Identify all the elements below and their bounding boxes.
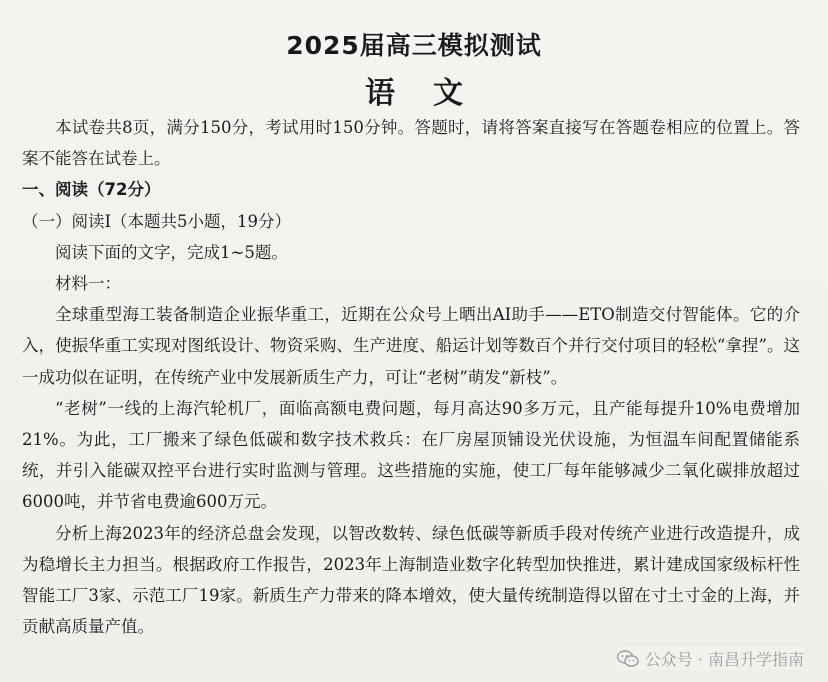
section-heading: 一、阅读（72分） [22, 180, 161, 200]
subject-title: 语文 [365, 76, 501, 111]
watermark [617, 647, 804, 670]
paragraph-1: 全球重型海工装备制造企业振华重工，近期在公众号上晒出AI助手——ETO制造交付智能体。它的介入，使振华重工实现对图纸设计、物资采购、生产进度、船运计划等数百个并行交付项目的轻松“拿捏”。这一成功似在证明，在传统产业中发展新质生产力，可让“老树”萌发“新枝”。 [22, 305, 800, 387]
section-subheading: （一）阅读Ⅰ（本题共5小题，19分） [22, 211, 292, 231]
paragraph-3: 分析上海2023年的经济总盘会发现，以智改数转、绿色低碳等新质手段对传统产业进行改造提升，成为稳增长主力担当。根据政府工作报告，2023年上海制造业数字化转型加快推进，累计建成国家级标杆性智能工厂3家、示范工厂19家。新质生产力带来的降本增效，使大量传统制造得以留在寸土寸金的上海，并贡献高质量产值。 [22, 523, 800, 637]
material-label: 材料一： [55, 274, 121, 294]
exam-title: 2025届高三模拟测试 [286, 31, 542, 60]
paragraph-2: “老树”一线的上海汽轮机厂，面临高额电费问题，每月高达90多万元，且产能每提升10%电费增加21%。为此，工厂搬来了绿色低碳和数字技术救兵：在厂房屋顶铺设光伏设施，为恒温车间配置储能系统，并引入能碳双控平台进行实时监测与管理。这些措施的实施，使工厂每年能够减少二氧化碳排放超过6000吨，并节省电费逾600万元。 [22, 398, 800, 512]
reading-prompt: 阅读下面的文字，完成1~5题。 [55, 242, 288, 262]
exam-content [22, 112, 800, 642]
instructions: 本试卷共8页，满分150分，考试用时150分钟。答题时，请将答案直接写在答题卷相应的位置上。答案不能答在试卷上。 [22, 118, 800, 169]
wechat-icon [617, 650, 639, 668]
watermark-text: 公众号 · 南昌升学指南 [644, 650, 804, 669]
